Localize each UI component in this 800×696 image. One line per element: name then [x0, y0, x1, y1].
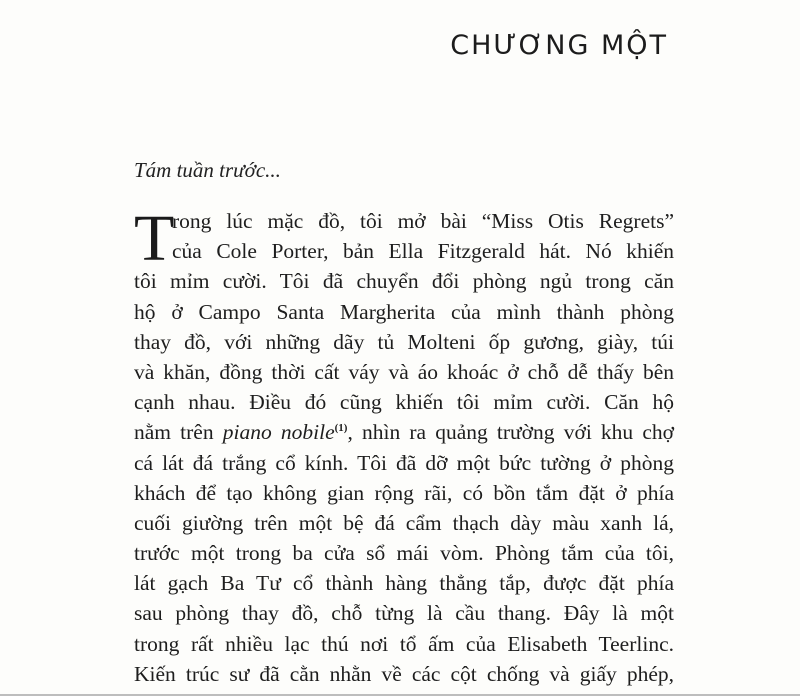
epigraph: Tám tuần trước... [134, 158, 281, 182]
text-line [134, 417, 674, 447]
text-line: của Cole Porter, bản Ella Fitzgerald hát. Nó khiến [172, 239, 674, 264]
text-segment: nằm trên [134, 420, 223, 445]
text-line: khách để tạo không gian rộng rãi, có bồn tắm đặt ở phía [134, 480, 674, 505]
text-line: rong lúc mặc đồ, tôi mở bài “Miss Otis Regrets” [172, 209, 674, 233]
chapter-title: CHƯƠNG MỘT [450, 30, 668, 61]
text-line: sau phòng thay đồ, chỗ từng là cầu thang. Đây là một [134, 601, 674, 626]
text-line: trước một trong ba cửa sổ mái vòm. Phòng tắm của tôi, [134, 541, 674, 566]
text-line: thay đồ, với những dãy tủ Molteni ốp gương, giày, túi [134, 329, 674, 354]
text-line: Kiến trúc sư đã cằn nhằn về các cột chống và giấy phép, [134, 661, 674, 686]
italic-term: piano nobile [222, 420, 335, 445]
text-line: cá lát đá trắng cổ kính. Tôi đã dỡ một bức tường ở phòng [134, 450, 674, 475]
text-line: lát gạch Ba Tư cổ thành hàng thẳng tắp, được đặt phía [134, 571, 674, 596]
text-line: và khăn, đồng thời cất váy và áo khoác ở chỗ dễ thấy bên [134, 359, 674, 384]
text-line: hộ ở Campo Santa Margherita của mình thành phòng [134, 299, 674, 324]
drop-cap: T [134, 202, 175, 275]
text-segment: , nhìn ra quảng trường với khu chợ [347, 420, 674, 445]
footnote-marker: (1) [334, 422, 348, 435]
text-line: cuối giường trên một bệ đá cẩm thạch dày màu xanh lá, [134, 510, 674, 535]
text-line: cạnh nhau. Điều đó cũng khiến tôi mỉm cười. Căn hộ [134, 390, 674, 415]
text-line: trong rất nhiều lạc thú nơi tổ ấm của Elisabeth Teerlinc. [134, 631, 674, 656]
text-line: tôi mỉm cười. Tôi đã chuyển đổi phòng ngủ trong căn [134, 269, 674, 294]
body-paragraph [134, 202, 674, 689]
